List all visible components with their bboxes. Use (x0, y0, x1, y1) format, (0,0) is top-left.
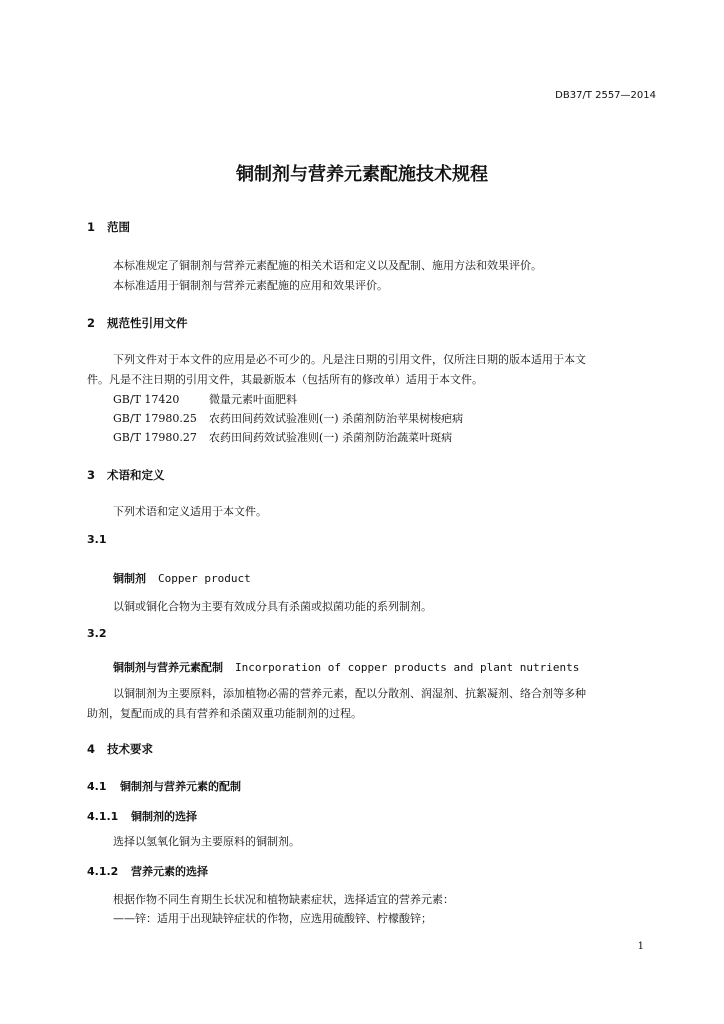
terms-intro: 下列术语和定义适用于本文件。 (113, 505, 267, 518)
subsection-title: 铜制剂与营养元素的配制 (120, 780, 241, 793)
section-title: 规范性引用文件 (107, 316, 188, 330)
term-3-2 (113, 656, 579, 675)
term-name-cn: 铜制剂与营养元素配制 (113, 661, 223, 674)
subsection-title: 营养元素的选择 (131, 865, 208, 878)
scope-paragraph-2: 本标准适用于铜制剂与营养元素配施的应用和效果评价。 (113, 279, 388, 292)
reference-item (113, 410, 463, 426)
subsection-4-1-1-heading (87, 808, 197, 824)
term-3-2-definition-line-2: 助剂，复配而成的具有营养和杀菌双重功能制剂的过程。 (87, 707, 362, 720)
reference-title: 微量元素叶面肥料 (209, 393, 297, 406)
reference-code: GB/T 17420 (113, 393, 180, 406)
subsection-4-1-heading (87, 778, 241, 794)
section-2-heading (87, 315, 188, 331)
section-number: 3 (87, 468, 96, 482)
document-title: 铜制剂与营养元素配施技术规程 (236, 164, 488, 185)
subsection-4-1-2-heading (87, 863, 208, 879)
term-3-2-definition-line-1: 以铜制剂为主要原料，添加植物必需的营养元素，配以分散剂、润湿剂、抗絮凝剂、络合剂等多种 (113, 687, 586, 700)
reference-item (113, 429, 452, 445)
references-intro-line-2: 件。凡是不注日期的引用文件，其最新版本（包括所有的修改单）适用于本文件。 (87, 373, 483, 386)
subsection-title: 铜制剂的选择 (131, 810, 197, 823)
term-3-1-definition: 以铜或铜化合物为主要有效成分具有杀菌或拟菌功能的系列制剂。 (113, 600, 432, 613)
term-name-en: Copper product (158, 572, 251, 585)
term-name-cn: 铜制剂 (113, 572, 146, 585)
references-intro-line-1: 下列文件对于本文件的应用是必不可少的。凡是注日期的引用文件，仅所注日期的版本适用于本文 (113, 353, 586, 366)
reference-title: 农药田间药效试验准则(一) 杀菌剂防治蔬菜叶斑病 (209, 431, 453, 444)
reference-code: GB/T 17980.25 (113, 412, 197, 425)
subsection-number: 4.1.1 (87, 810, 119, 823)
section-title: 术语和定义 (107, 468, 165, 482)
subsection-number: 4.1.2 (87, 865, 119, 878)
scope-paragraph-1: 本标准规定了铜制剂与营养元素配施的相关术语和定义以及配制、施用方法和效果评价。 (113, 259, 542, 272)
subsection-number: 4.1 (87, 780, 107, 793)
section-3-heading (87, 467, 165, 483)
subsection-4-1-1-paragraph: 选择以氢氧化铜为主要原料的铜制剂。 (113, 835, 300, 848)
section-title: 范围 (107, 220, 130, 234)
section-title: 技术要求 (107, 742, 153, 756)
section-number: 1 (87, 220, 96, 234)
section-number: 4 (87, 742, 96, 756)
section-4-heading (87, 741, 153, 757)
nutrient-list-item: ——锌：适用于出现缺锌症状的作物，应选用硫酸锌、柠檬酸锌； (113, 912, 432, 925)
term-3-2-number: 3.2 (87, 627, 107, 640)
section-number: 2 (87, 316, 96, 330)
term-name-en: Incorporation of copper products and plant nutrients (235, 661, 580, 674)
reference-code: GB/T 17980.27 (113, 431, 197, 444)
section-1-heading (87, 219, 130, 235)
term-3-1-number: 3.1 (87, 533, 107, 546)
subsection-4-1-2-paragraph: 根据作物不同生育期生长状况和植物缺素症状，选择适宜的营养元素： (113, 893, 454, 906)
page-number: 1 (637, 941, 644, 952)
standard-code: DB37/T 2557—2014 (555, 90, 656, 101)
reference-title: 农药田间药效试验准则(一) 杀菌剂防治苹果树梭疤病 (209, 412, 464, 425)
reference-item (113, 391, 297, 407)
term-3-1 (113, 567, 251, 586)
